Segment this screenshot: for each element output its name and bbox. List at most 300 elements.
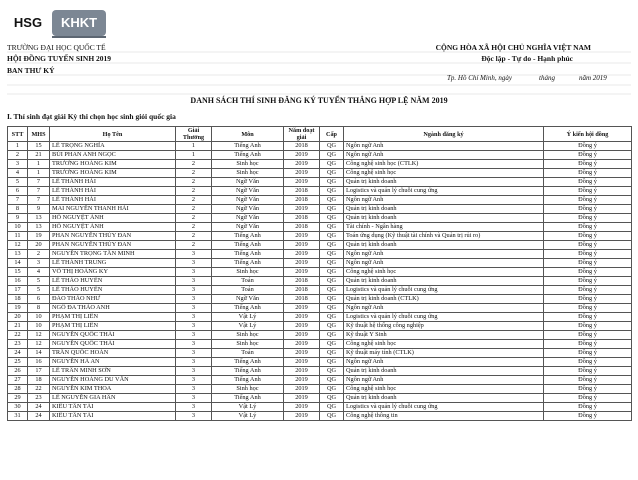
table-row xyxy=(8,367,632,376)
cell-stt: 6 xyxy=(8,187,28,196)
cell-prize: 3 xyxy=(176,349,212,358)
active-tab-indicator xyxy=(52,36,106,38)
cell-stt: 17 xyxy=(8,286,28,295)
cell-level: QG xyxy=(320,295,344,304)
cell-level: QG xyxy=(320,250,344,259)
cell-level: QG xyxy=(320,286,344,295)
cell-prize: 3 xyxy=(176,259,212,268)
cell-year: 2019 xyxy=(284,151,320,160)
cell-stt: 15 xyxy=(8,268,28,277)
cell-level: QG xyxy=(320,151,344,160)
cell-major: Kỹ thuật hệ thống công nghiệp xyxy=(344,322,544,331)
cell-mhs: 15 xyxy=(28,142,50,151)
school-name: TRƯỜNG ĐẠI HỌC QUỐC TẾ xyxy=(7,43,106,52)
cell-level: QG xyxy=(320,412,344,421)
cell-level: QG xyxy=(320,241,344,250)
cell-major: Quản trị kinh doanh (CTLK) xyxy=(344,295,544,304)
cell-opinion: Đồng ý xyxy=(544,187,632,196)
cell-prize: 3 xyxy=(176,376,212,385)
cell-opinion: Đồng ý xyxy=(544,178,632,187)
cell-mhs: 5 xyxy=(28,286,50,295)
cell-opinion: Đồng ý xyxy=(544,331,632,340)
cell-prize: 3 xyxy=(176,268,212,277)
cell-name: LÊ THẢO HUYỀN xyxy=(50,277,176,286)
table-row xyxy=(8,340,632,349)
document-sheet xyxy=(7,40,631,480)
table-row xyxy=(8,394,632,403)
table-row xyxy=(8,358,632,367)
cell-major: Ngôn ngữ Anh xyxy=(344,250,544,259)
cell-stt: 11 xyxy=(8,232,28,241)
cell-subject: Tiếng Anh xyxy=(212,358,284,367)
cell-stt: 10 xyxy=(8,223,28,232)
cell-opinion: Đồng ý xyxy=(544,268,632,277)
cell-level: QG xyxy=(320,385,344,394)
national-motto: Độc lập - Tự do - Hạnh phúc xyxy=(481,54,573,63)
cell-prize: 3 xyxy=(176,412,212,421)
cell-stt: 27 xyxy=(8,376,28,385)
cell-name: TRƯƠNG HOÀNG KIM xyxy=(50,169,176,178)
cell-mhs: 7 xyxy=(28,196,50,205)
cell-prize: 2 xyxy=(176,196,212,205)
cell-year: 2018 xyxy=(284,187,320,196)
cell-opinion: Đồng ý xyxy=(544,259,632,268)
cell-subject: Sinh học xyxy=(212,160,284,169)
cell-name: HỒ NGUYỆT ÁNH xyxy=(50,223,176,232)
cell-prize: 2 xyxy=(176,187,212,196)
cell-prize: 3 xyxy=(176,286,212,295)
cell-opinion: Đồng ý xyxy=(544,394,632,403)
cell-opinion: Đồng ý xyxy=(544,403,632,412)
cell-name: NGUYỄN HÀ AN xyxy=(50,358,176,367)
cell-opinion: Đồng ý xyxy=(544,205,632,214)
table-row xyxy=(8,322,632,331)
cell-major: Ngôn ngữ Anh xyxy=(344,196,544,205)
cell-name: NGÔ ĐA THẢO ANH xyxy=(50,304,176,313)
cell-stt: 25 xyxy=(8,358,28,367)
table-row xyxy=(8,232,632,241)
col-header-prize: Giải Thưởng xyxy=(176,127,212,142)
cell-major: Ngôn ngữ Anh xyxy=(344,358,544,367)
table-header-row xyxy=(8,127,632,142)
cell-subject: Toán xyxy=(212,286,284,295)
cell-year: 2019 xyxy=(284,412,320,421)
cell-level: QG xyxy=(320,376,344,385)
cell-major: Ngôn ngữ Anh xyxy=(344,142,544,151)
cell-subject: Tiếng Anh xyxy=(212,250,284,259)
cell-subject: Ngữ Văn xyxy=(212,223,284,232)
cell-mhs: 7 xyxy=(28,178,50,187)
cell-major: Công nghệ sinh học xyxy=(344,340,544,349)
table-row xyxy=(8,277,632,286)
cell-mhs: 10 xyxy=(28,313,50,322)
cell-name: MAI NGUYỄN THANH HẢI xyxy=(50,205,176,214)
col-header-major: Ngành đăng ký xyxy=(344,127,544,142)
cell-level: QG xyxy=(320,205,344,214)
cell-level: QG xyxy=(320,169,344,178)
cell-mhs: 24 xyxy=(28,412,50,421)
cell-year: 2019 xyxy=(284,169,320,178)
cell-mhs: 4 xyxy=(28,268,50,277)
cell-subject: Tiếng Anh xyxy=(212,376,284,385)
council-name: HỘI ĐỒNG TUYỂN SINH 2019 xyxy=(7,54,112,63)
cell-stt: 19 xyxy=(8,304,28,313)
cell-subject: Ngữ Văn xyxy=(212,214,284,223)
cell-subject: Ngữ Văn xyxy=(212,196,284,205)
cell-opinion: Đồng ý xyxy=(544,142,632,151)
cell-mhs: 12 xyxy=(28,331,50,340)
cell-level: QG xyxy=(320,160,344,169)
cell-major: Ngôn ngữ Anh xyxy=(344,151,544,160)
cell-opinion: Đồng ý xyxy=(544,151,632,160)
cell-name: LÊ TRẦN MINH SƠN xyxy=(50,367,176,376)
cell-major: Quản trị kinh doanh xyxy=(344,277,544,286)
tab-khkt[interactable]: KHKT xyxy=(52,10,106,36)
cell-mhs: 19 xyxy=(28,232,50,241)
cell-subject: Tiếng Anh xyxy=(212,394,284,403)
cell-year: 2019 xyxy=(284,349,320,358)
col-header-opinion: Ý kiến hội đồng xyxy=(544,127,632,142)
cell-stt: 2 xyxy=(8,151,28,160)
cell-prize: 3 xyxy=(176,358,212,367)
date-year: năm 2019 xyxy=(579,74,607,82)
cell-prize: 3 xyxy=(176,304,212,313)
cell-stt: 18 xyxy=(8,295,28,304)
table-row xyxy=(8,142,632,151)
cell-stt: 7 xyxy=(8,196,28,205)
cell-subject: Tiếng Anh xyxy=(212,151,284,160)
table-row xyxy=(8,376,632,385)
cell-opinion: Đồng ý xyxy=(544,214,632,223)
cell-stt: 29 xyxy=(8,394,28,403)
board-name: BAN THƯ KÝ xyxy=(7,66,55,75)
table-row xyxy=(8,241,632,250)
cell-year: 2018 xyxy=(284,277,320,286)
cell-subject: Ngữ Văn xyxy=(212,295,284,304)
cell-stt: 4 xyxy=(8,169,28,178)
cell-stt: 20 xyxy=(8,313,28,322)
cell-stt: 16 xyxy=(8,277,28,286)
cell-prize: 2 xyxy=(176,223,212,232)
cell-stt: 3 xyxy=(8,160,28,169)
date-month: tháng xyxy=(539,74,555,82)
cell-prize: 2 xyxy=(176,241,212,250)
cell-stt: 22 xyxy=(8,331,28,340)
cell-name: NGUYỄN TRỌNG TẤN MINH xyxy=(50,250,176,259)
cell-level: QG xyxy=(320,223,344,232)
cell-level: QG xyxy=(320,196,344,205)
cell-year: 2019 xyxy=(284,385,320,394)
cell-name: LÊ NGUYỄN GIA HÂN xyxy=(50,394,176,403)
cell-prize: 2 xyxy=(176,214,212,223)
cell-prize: 3 xyxy=(176,313,212,322)
cell-name: TRẦN QUỐC HOÀN xyxy=(50,349,176,358)
cell-year: 2019 xyxy=(284,403,320,412)
col-header-subject: Môn xyxy=(212,127,284,142)
cell-subject: Ngữ Văn xyxy=(212,205,284,214)
cell-opinion: Đồng ý xyxy=(544,313,632,322)
cell-name: NGUYỄN QUỐC THÁI xyxy=(50,331,176,340)
cell-mhs: 20 xyxy=(28,241,50,250)
cell-name: BÙI PHAN ANH NGỌC xyxy=(50,151,176,160)
cell-name: LÊ TRỌNG NGHĨA xyxy=(50,142,176,151)
cell-name: KIỀU TẤN TÀI xyxy=(50,403,176,412)
cell-level: QG xyxy=(320,367,344,376)
cell-opinion: Đồng ý xyxy=(544,223,632,232)
cell-level: QG xyxy=(320,268,344,277)
cell-opinion: Đồng ý xyxy=(544,349,632,358)
cell-year: 2019 xyxy=(284,232,320,241)
cell-level: QG xyxy=(320,340,344,349)
cell-opinion: Đồng ý xyxy=(544,232,632,241)
cell-opinion: Đồng ý xyxy=(544,412,632,421)
cell-major: Công nghệ sinh học xyxy=(344,169,544,178)
cell-mhs: 18 xyxy=(28,376,50,385)
cell-name: PHẠM THỊ LIÊN xyxy=(50,313,176,322)
cell-level: QG xyxy=(320,178,344,187)
cell-year: 2019 xyxy=(284,259,320,268)
cell-stt: 5 xyxy=(8,178,28,187)
col-header-stt: STT xyxy=(8,127,28,142)
cell-mhs: 21 xyxy=(28,151,50,160)
cell-major: Logistics và quản lý chuỗi cung ứng xyxy=(344,187,544,196)
cell-major: Ngôn ngữ Anh xyxy=(344,259,544,268)
cell-prize: 2 xyxy=(176,178,212,187)
cell-mhs: 9 xyxy=(28,205,50,214)
cell-mhs: 23 xyxy=(28,394,50,403)
cell-opinion: Đồng ý xyxy=(544,358,632,367)
cell-stt: 23 xyxy=(8,340,28,349)
cell-opinion: Đồng ý xyxy=(544,169,632,178)
cell-name: LÊ THÀNH TRUNG xyxy=(50,259,176,268)
cell-major: Logistics và quản lý chuỗi cung ứng xyxy=(344,313,544,322)
cell-mhs: 13 xyxy=(28,214,50,223)
table-row xyxy=(8,304,632,313)
table-row xyxy=(8,223,632,232)
table-row xyxy=(8,295,632,304)
cell-prize: 3 xyxy=(176,340,212,349)
table-row xyxy=(8,268,632,277)
section-heading: I. Thí sinh đạt giải Kỳ thi chọn học sinh giỏi quốc gia xyxy=(7,112,176,121)
cell-mhs: 7 xyxy=(28,187,50,196)
cell-year: 2019 xyxy=(284,160,320,169)
cell-subject: Sinh học xyxy=(212,331,284,340)
cell-major: Công nghệ sinh học xyxy=(344,385,544,394)
table-row xyxy=(8,385,632,394)
cell-level: QG xyxy=(320,232,344,241)
cell-major: Logistics và quản lý chuỗi cung ứng xyxy=(344,286,544,295)
table-row xyxy=(8,151,632,160)
cell-mhs: 16 xyxy=(28,358,50,367)
cell-opinion: Đồng ý xyxy=(544,376,632,385)
table-row xyxy=(8,349,632,358)
cell-stt: 24 xyxy=(8,349,28,358)
cell-major: Công nghệ sinh học xyxy=(344,268,544,277)
cell-name: LÊ THẢO HUYỀN xyxy=(50,286,176,295)
cell-prize: 3 xyxy=(176,295,212,304)
nation-title: CỘNG HÒA XÃ HỘI CHỦ NGHĨA VIỆT NAM xyxy=(435,43,591,52)
cell-prize: 3 xyxy=(176,331,212,340)
cell-level: QG xyxy=(320,358,344,367)
tab-hsg[interactable]: HSG xyxy=(6,10,50,36)
date-place: Tp. Hồ Chí Minh, ngày xyxy=(447,74,512,82)
cell-year: 2019 xyxy=(284,394,320,403)
cell-subject: Ngữ Văn xyxy=(212,187,284,196)
cell-mhs: 14 xyxy=(28,349,50,358)
cell-prize: 3 xyxy=(176,322,212,331)
cell-name: NGUYỄN KIM THOA xyxy=(50,385,176,394)
cell-year: 2019 xyxy=(284,268,320,277)
cell-major: Quản trị kinh doanh xyxy=(344,367,544,376)
cell-name: LÊ THÀNH HẢI xyxy=(50,187,176,196)
cell-year: 2018 xyxy=(284,142,320,151)
cell-year: 2019 xyxy=(284,250,320,259)
cell-mhs: 17 xyxy=(28,367,50,376)
cell-opinion: Đồng ý xyxy=(544,295,632,304)
cell-stt: 30 xyxy=(8,403,28,412)
cell-opinion: Đồng ý xyxy=(544,277,632,286)
cell-mhs: 1 xyxy=(28,169,50,178)
cell-prize: 3 xyxy=(176,250,212,259)
cell-stt: 8 xyxy=(8,205,28,214)
cell-stt: 28 xyxy=(8,385,28,394)
cell-level: QG xyxy=(320,403,344,412)
cell-name: LÊ THÀNH HẢI xyxy=(50,196,176,205)
table-row xyxy=(8,286,632,295)
cell-mhs: 2 xyxy=(28,250,50,259)
cell-opinion: Đồng ý xyxy=(544,160,632,169)
cell-subject: Tiếng Anh xyxy=(212,367,284,376)
tab-bar xyxy=(0,0,638,40)
cell-year: 2018 xyxy=(284,223,320,232)
cell-opinion: Đồng ý xyxy=(544,241,632,250)
cell-year: 2019 xyxy=(284,178,320,187)
table-row xyxy=(8,160,632,169)
table-row xyxy=(8,214,632,223)
cell-subject: Tiếng Anh xyxy=(212,232,284,241)
cell-major: Toán ứng dụng (Kỹ thuật tài chính và Quản trị rủi ro) xyxy=(344,232,544,241)
cell-prize: 2 xyxy=(176,160,212,169)
cell-major: Quản trị kinh doanh xyxy=(344,205,544,214)
cell-subject: Tiếng Anh xyxy=(212,142,284,151)
cell-name: NGUYỄN HOÀNG DU VĂN xyxy=(50,376,176,385)
cell-year: 2019 xyxy=(284,340,320,349)
cell-mhs: 6 xyxy=(28,295,50,304)
cell-name: ĐÀO THẢO NHƯ xyxy=(50,295,176,304)
cell-prize: 2 xyxy=(176,205,212,214)
cell-major: Ngôn ngữ Anh xyxy=(344,376,544,385)
cell-mhs: 5 xyxy=(28,277,50,286)
cell-major: Logistics và quản lý chuỗi cung ứng xyxy=(344,403,544,412)
cell-mhs: 13 xyxy=(28,223,50,232)
cell-mhs: 12 xyxy=(28,340,50,349)
cell-major: Công nghệ thông tin xyxy=(344,412,544,421)
cell-subject: Ngữ Văn xyxy=(212,178,284,187)
cell-major: Tài chính - Ngân hàng xyxy=(344,223,544,232)
cell-subject: Vật Lý xyxy=(212,322,284,331)
cell-major: Quản trị kinh doanh xyxy=(344,214,544,223)
cell-major: Kỹ thuật Y Sinh xyxy=(344,331,544,340)
cell-opinion: Đồng ý xyxy=(544,367,632,376)
cell-year: 2018 xyxy=(284,214,320,223)
cell-name: PHAN NGUYỄN THỦY ĐAN xyxy=(50,232,176,241)
table-row xyxy=(8,169,632,178)
table-row xyxy=(8,313,632,322)
cell-stt: 9 xyxy=(8,214,28,223)
cell-mhs: 22 xyxy=(28,385,50,394)
cell-opinion: Đồng ý xyxy=(544,385,632,394)
cell-stt: 14 xyxy=(8,259,28,268)
cell-level: QG xyxy=(320,331,344,340)
table-body xyxy=(8,142,632,421)
cell-level: QG xyxy=(320,187,344,196)
cell-major: Kỹ thuật máy tính (CTLK) xyxy=(344,349,544,358)
cell-prize: 3 xyxy=(176,367,212,376)
cell-level: QG xyxy=(320,322,344,331)
cell-year: 2019 xyxy=(284,313,320,322)
cell-opinion: Đồng ý xyxy=(544,340,632,349)
cell-subject: Vật Lý xyxy=(212,412,284,421)
cell-prize: 3 xyxy=(176,277,212,286)
col-header-mhs: MHS xyxy=(28,127,50,142)
cell-name: TRƯƠNG HOÀNG KIM xyxy=(50,160,176,169)
cell-name: NGUYỄN QUỐC THÁI xyxy=(50,340,176,349)
cell-subject: Tiếng Anh xyxy=(212,259,284,268)
col-header-level: Cấp xyxy=(320,127,344,142)
cell-subject: Tiếng Anh xyxy=(212,241,284,250)
table-row xyxy=(8,196,632,205)
cell-year: 2019 xyxy=(284,367,320,376)
table-row xyxy=(8,331,632,340)
cell-subject: Toán xyxy=(212,277,284,286)
cell-subject: Tiếng Anh xyxy=(212,304,284,313)
cell-opinion: Đồng ý xyxy=(544,196,632,205)
cell-mhs: 1 xyxy=(28,160,50,169)
cell-year: 2019 xyxy=(284,376,320,385)
cell-mhs: 24 xyxy=(28,403,50,412)
cell-subject: Toán xyxy=(212,349,284,358)
cell-name: PHAN NGUYỄN THỦY ĐAN xyxy=(50,241,176,250)
cell-major: Công nghệ sinh học (CTLK) xyxy=(344,160,544,169)
cell-major: Quản trị kinh doanh xyxy=(344,178,544,187)
cell-level: QG xyxy=(320,277,344,286)
cell-level: QG xyxy=(320,313,344,322)
cell-subject: Vật Lý xyxy=(212,403,284,412)
document-title: DANH SÁCH THÍ SINH ĐĂNG KÝ TUYỂN THẲNG HỢP LỆ NĂM 2019 xyxy=(190,96,448,105)
cell-name: VÕ THỊ HOÀNG KY xyxy=(50,268,176,277)
cell-subject: Vật Lý xyxy=(212,313,284,322)
cell-mhs: 3 xyxy=(28,259,50,268)
cell-major: Quản trị kinh doanh xyxy=(344,241,544,250)
cell-stt: 12 xyxy=(8,241,28,250)
col-header-year: Năm đoạt giải xyxy=(284,127,320,142)
table-row xyxy=(8,187,632,196)
cell-name: PHẠM THỊ LIÊN xyxy=(50,322,176,331)
cell-year: 2018 xyxy=(284,286,320,295)
cell-opinion: Đồng ý xyxy=(544,322,632,331)
cell-level: QG xyxy=(320,394,344,403)
table-row xyxy=(8,178,632,187)
candidate-table xyxy=(7,126,632,421)
cell-mhs: 10 xyxy=(28,322,50,331)
cell-opinion: Đồng ý xyxy=(544,286,632,295)
cell-prize: 2 xyxy=(176,169,212,178)
cell-year: 2019 xyxy=(284,205,320,214)
cell-prize: 2 xyxy=(176,232,212,241)
cell-subject: Sinh học xyxy=(212,385,284,394)
cell-stt: 26 xyxy=(8,367,28,376)
cell-level: QG xyxy=(320,304,344,313)
